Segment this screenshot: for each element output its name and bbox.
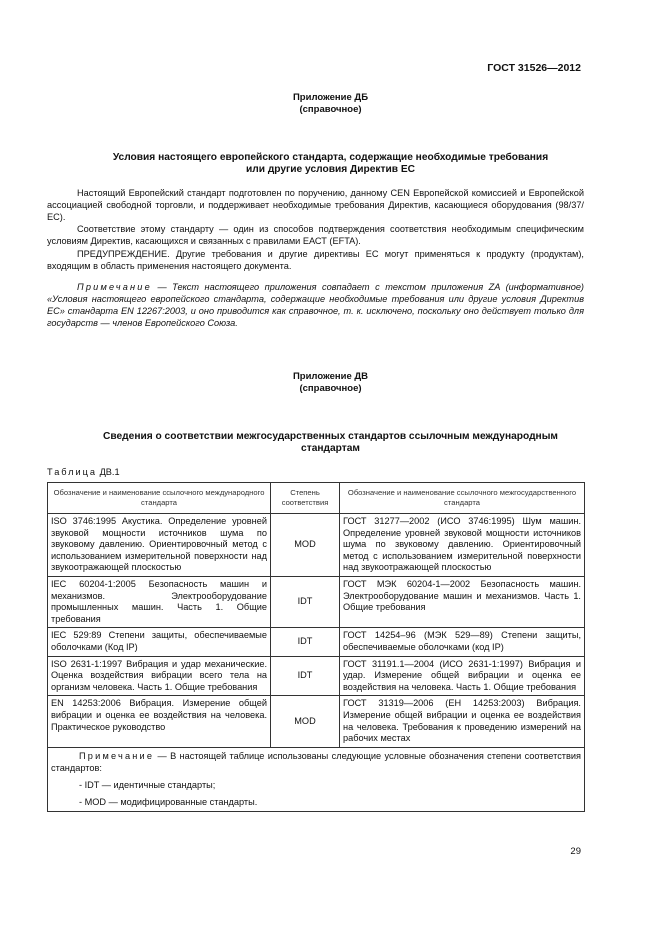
- annex-db-paragraph-3: ПРЕДУПРЕЖДЕНИЕ. Другие требования и другие директивы ЕС могут применяться к продукту (продуктам), входящим в область применения настоящего документа.: [47, 249, 584, 272]
- table-caption-label: Таблица: [47, 467, 98, 477]
- cell-interstate-standard: ГОСТ 31277—2002 (ИСО 3746:1995) Шум машин. Определение уровней звуковой мощности источников шума по звуковому давлению. Ориентировочный метод с использованием измерительной поверхности над звукоотражающей плоскостью: [340, 514, 585, 577]
- cell-degree: IDT: [271, 576, 340, 627]
- header-degree-of-correspondence: Степень соответствия: [271, 483, 340, 514]
- cell-interstate-standard: ГОСТ 14254–96 (МЭК 529—89) Степени защиты, обеспечиваемые оболочками (код IP): [340, 628, 585, 656]
- cell-degree: IDT: [271, 656, 340, 696]
- annex-db-heading-line1: Условия настоящего европейского стандарта, содержащие необходимые требования: [112, 152, 549, 163]
- annex-db-subtitle: (справочное): [299, 104, 362, 115]
- table-note-cell: [48, 747, 585, 811]
- table-row: [48, 656, 585, 696]
- cell-interstate-standard: ГОСТ 31319—2006 (ЕН 14253:2003) Вибрация. Измерение общей вибрации и оценка ее воздействия на человека. Требования к проведению измерений на рабочих местах: [340, 696, 585, 747]
- table-row: [48, 628, 585, 656]
- cell-international-standard: ISO 2631-1:1997 Вибрация и удар механические. Оценка воздействия вибрации всего тела на организм человека. Часть 1. Общие требования: [48, 656, 271, 696]
- annex-db-note-label: Примечание: [77, 282, 152, 292]
- table-row: [48, 514, 585, 577]
- annex-dv-heading-line2: стандартам: [301, 443, 360, 454]
- table-caption: [47, 467, 120, 477]
- header-interstate-standard: Обозначение и наименование ссылочного межгосударственного стандарта: [340, 483, 585, 514]
- annex-dv-title: Приложение ДВ: [292, 371, 369, 382]
- annex-dv-subtitle: (справочное): [299, 383, 362, 394]
- cell-interstate-standard: ГОСТ 31191.1—2004 (ИСО 2631-1:1997) Вибрация и удар. Измерение общей вибрации и оценка ее воздействия на человека. Часть 1. Общие требования: [340, 656, 585, 696]
- standard-header: ГОСТ 31526—2012: [487, 62, 581, 74]
- cell-international-standard: IEC 60204-1:2005 Безопасность машин и механизмов. Электрооборудование промышленных машин. Часть 1. Общие требования: [48, 576, 271, 627]
- annex-db-note-text: — Текст настоящего приложения совпадает с текстом приложения ZA (информативное) «Условия настоящего европейского стандарта, содержащие необходимые требования или другие условия Директив ЕС» стандарта EN 12267:2003, и оно приводится как справочное, т. к. исключено, поскольку оно действует только для государств — членов Европейского Союза.: [47, 282, 584, 329]
- table-row: [48, 576, 585, 627]
- annex-db-note: [47, 281, 584, 329]
- cell-interstate-standard: ГОСТ МЭК 60204-1—2002 Безопасность машин. Электрооборудование машин и механизмов. Часть 1. Общие требования: [340, 576, 585, 627]
- annex-db-heading-line2: или другие условия Директив ЕС: [246, 164, 415, 175]
- header-international-standard: Обозначение и наименование ссылочного международного стандарта: [48, 483, 271, 514]
- table-note: [51, 750, 581, 774]
- table-note-label: Примечание: [79, 750, 155, 761]
- correspondence-table: [47, 482, 585, 812]
- page-number: 29: [570, 846, 581, 857]
- cell-international-standard: ISO 3746:1995 Акустика. Определение уровней звуковой мощности источников шума по звуковому давлению. Ориентировочный метод с использованием измерительной поверхности над звукоотражающей плоскостью: [48, 514, 271, 577]
- table-note-item-idt: - IDT — идентичные стандарты;: [79, 779, 216, 790]
- table-row: [48, 696, 585, 747]
- table-caption-number: ДВ.1: [97, 467, 120, 477]
- cell-degree: MOD: [271, 514, 340, 577]
- annex-dv-heading-line1: Сведения о соответствии межгосударственных стандартов ссылочным международным: [103, 431, 558, 442]
- table-note-item-mod: - MOD — модифицированные стандарты.: [79, 797, 258, 808]
- cell-international-standard: IEC 529:89 Степени защиты, обеспечиваемые оболочками (Код IP): [48, 628, 271, 656]
- cell-international-standard: EN 14253:2006 Вибрация. Измерение общей вибрации и оценка ее воздействия на человека. Практическое руководство: [48, 696, 271, 747]
- table-note-text: — В настоящей таблице использованы следующие условные обозначения степени соответствия стандартов:: [51, 750, 581, 773]
- annex-db-paragraph-2: Соответствие этому стандарту — один из способов подтверждения соответствия необходимым специфическим условиям Директив, касающихся и связанных с правилами ЕАСТ (EFTA).: [47, 224, 584, 247]
- table-note-row: [48, 747, 585, 811]
- annex-db-title: Приложение ДБ: [292, 92, 369, 103]
- annex-db-paragraph-1: Настоящий Европейский стандарт подготовлен по поручению, данному CEN Европейской комиссией и Европейской ассоциацией свободной торговли, и поддерживает необходимые требования Директив, касающиеся оборудования (98/37/ЕС).: [47, 188, 584, 223]
- cell-degree: MOD: [271, 696, 340, 747]
- cell-degree: IDT: [271, 628, 340, 656]
- table-header-row: [48, 483, 585, 514]
